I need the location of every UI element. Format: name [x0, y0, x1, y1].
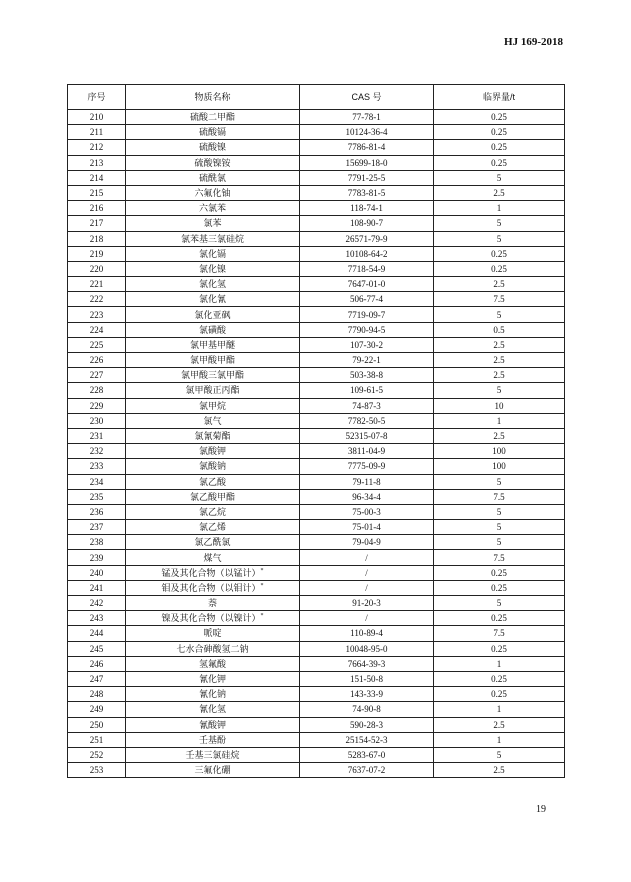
table-row — [68, 428, 565, 443]
row-threshold-quantity: 10 — [434, 398, 565, 413]
table-header-row — [68, 85, 565, 110]
row-substance-name: 氯化亚砜 — [126, 307, 300, 322]
table-row — [68, 337, 565, 352]
row-number: 235 — [68, 489, 126, 504]
row-number: 226 — [68, 353, 126, 368]
table-row — [68, 550, 565, 565]
row-number: 215 — [68, 185, 126, 200]
row-substance-name: 氯乙酸甲酯 — [126, 489, 300, 504]
row-cas-number: 7775-09-9 — [300, 459, 434, 474]
table-row — [68, 231, 565, 246]
document-code: HJ 169-2018 — [504, 36, 563, 48]
row-cas-number: 506-77-4 — [300, 292, 434, 307]
row-threshold-quantity: 5 — [434, 535, 565, 550]
row-number: 236 — [68, 504, 126, 519]
row-cas-number: 75-00-3 — [300, 504, 434, 519]
row-substance-name: 氰化钠 — [126, 687, 300, 702]
row-number: 248 — [68, 687, 126, 702]
row-cas-number: 107-30-2 — [300, 337, 434, 352]
row-threshold-quantity: 100 — [434, 459, 565, 474]
column-header-number: 序号 — [68, 85, 126, 110]
row-substance-name: 氯乙烷 — [126, 504, 300, 519]
row-cas-number: 118-74-1 — [300, 201, 434, 216]
table-row — [68, 322, 565, 337]
table-row — [68, 671, 565, 686]
row-threshold-quantity: 2.5 — [434, 763, 565, 778]
row-substance-name: 氯乙酰氯 — [126, 535, 300, 550]
table-row — [68, 155, 565, 170]
row-cas-number: 3811-04-9 — [300, 444, 434, 459]
table-row — [68, 277, 565, 292]
row-substance-name: 氯氰菊酯 — [126, 428, 300, 443]
row-substance-name: 氰化钾 — [126, 671, 300, 686]
row-substance-name: 氰酸钾 — [126, 717, 300, 732]
row-cas-number: 7783-81-5 — [300, 185, 434, 200]
table-body — [68, 110, 565, 778]
table-row — [68, 292, 565, 307]
row-cas-number: 110-89-4 — [300, 626, 434, 641]
row-substance-name: 壬基酚 — [126, 732, 300, 747]
row-cas-number: 503-38-8 — [300, 368, 434, 383]
row-substance-name: 七水合砷酸氢二钠 — [126, 641, 300, 656]
row-substance-name: 硫酸镍铵 — [126, 155, 300, 170]
row-threshold-quantity: 1 — [434, 702, 565, 717]
table-row — [68, 125, 565, 140]
row-threshold-quantity: 7.5 — [434, 292, 565, 307]
row-number: 213 — [68, 155, 126, 170]
row-substance-name: 哌啶 — [126, 626, 300, 641]
table-row — [68, 140, 565, 155]
row-threshold-quantity: 5 — [434, 520, 565, 535]
row-cas-number: 143-33-9 — [300, 687, 434, 702]
row-threshold-quantity: 2.5 — [434, 717, 565, 732]
table-row — [68, 398, 565, 413]
row-number: 243 — [68, 611, 126, 626]
row-substance-name: 氯甲基甲醚 — [126, 337, 300, 352]
row-cas-number: 10124-36-4 — [300, 125, 434, 140]
table-row — [68, 747, 565, 762]
row-cas-number: / — [300, 580, 434, 595]
row-number: 238 — [68, 535, 126, 550]
table-row — [68, 246, 565, 261]
table-row — [68, 641, 565, 656]
row-threshold-quantity: 5 — [434, 474, 565, 489]
row-substance-name: 氯气 — [126, 413, 300, 428]
hazardous-substance-table — [67, 84, 565, 778]
row-cas-number: 7790-94-5 — [300, 322, 434, 337]
row-number: 247 — [68, 671, 126, 686]
table-row — [68, 656, 565, 671]
row-cas-number: 74-87-3 — [300, 398, 434, 413]
row-cas-number: 590-28-3 — [300, 717, 434, 732]
row-number: 240 — [68, 565, 126, 580]
footnote-mark: * — [260, 582, 264, 589]
row-threshold-quantity: 2.5 — [434, 368, 565, 383]
row-substance-name: 镍及其化合物（以镍计）* — [126, 611, 300, 626]
row-threshold-quantity: 2.5 — [434, 277, 565, 292]
table-row — [68, 702, 565, 717]
table-row — [68, 185, 565, 200]
row-number: 227 — [68, 368, 126, 383]
footnote-mark: * — [260, 567, 264, 574]
row-threshold-quantity: 0.5 — [434, 322, 565, 337]
column-header-cas: CAS 号 — [300, 85, 434, 110]
row-cas-number: 91-20-3 — [300, 596, 434, 611]
row-substance-name: 六氯苯 — [126, 201, 300, 216]
row-cas-number: 7647-01-0 — [300, 277, 434, 292]
table-row — [68, 383, 565, 398]
row-threshold-quantity: 1 — [434, 413, 565, 428]
row-substance-name: 氯化镍 — [126, 261, 300, 276]
row-cas-number: 7718-54-9 — [300, 261, 434, 276]
row-threshold-quantity: 0.25 — [434, 125, 565, 140]
row-substance-name: 钼及其化合物（以钼计）* — [126, 580, 300, 595]
row-threshold-quantity: 2.5 — [434, 353, 565, 368]
row-number: 220 — [68, 261, 126, 276]
table-row — [68, 170, 565, 185]
column-header-threshold: 临界量/t — [434, 85, 565, 110]
row-substance-name: 氯甲酸正丙酯 — [126, 383, 300, 398]
row-substance-name: 氰化氢 — [126, 702, 300, 717]
table-row — [68, 489, 565, 504]
row-number: 212 — [68, 140, 126, 155]
table-row — [68, 565, 565, 580]
table-row — [68, 261, 565, 276]
row-number: 239 — [68, 550, 126, 565]
row-substance-name: 壬基三氯硅烷 — [126, 747, 300, 762]
row-threshold-quantity: 5 — [434, 747, 565, 762]
row-threshold-quantity: 0.25 — [434, 261, 565, 276]
table-row — [68, 596, 565, 611]
row-number: 214 — [68, 170, 126, 185]
row-threshold-quantity: 0.25 — [434, 565, 565, 580]
table-row — [68, 687, 565, 702]
row-number: 242 — [68, 596, 126, 611]
row-threshold-quantity: 0.25 — [434, 246, 565, 261]
row-threshold-quantity: 0.25 — [434, 671, 565, 686]
row-threshold-quantity: 2.5 — [434, 428, 565, 443]
row-number: 249 — [68, 702, 126, 717]
row-substance-name: 氯乙烯 — [126, 520, 300, 535]
row-number: 253 — [68, 763, 126, 778]
table-row — [68, 535, 565, 550]
row-cas-number: 15699-18-0 — [300, 155, 434, 170]
row-threshold-quantity: 5 — [434, 383, 565, 398]
row-cas-number: 7719-09-7 — [300, 307, 434, 322]
table-row — [68, 474, 565, 489]
row-threshold-quantity: 7.5 — [434, 626, 565, 641]
table-row — [68, 353, 565, 368]
footnote-mark: * — [260, 613, 264, 620]
row-cas-number: 75-01-4 — [300, 520, 434, 535]
table-row — [68, 520, 565, 535]
row-cas-number: / — [300, 565, 434, 580]
row-cas-number: 7664-39-3 — [300, 656, 434, 671]
row-cas-number: 7637-07-2 — [300, 763, 434, 778]
row-substance-name: 氢氟酸 — [126, 656, 300, 671]
row-number: 219 — [68, 246, 126, 261]
row-cas-number: 151-50-8 — [300, 671, 434, 686]
row-substance-name: 氯酸钾 — [126, 444, 300, 459]
row-cas-number: 96-34-4 — [300, 489, 434, 504]
row-threshold-quantity: 2.5 — [434, 337, 565, 352]
row-number: 250 — [68, 717, 126, 732]
row-number: 223 — [68, 307, 126, 322]
row-substance-name: 硫酸镍 — [126, 140, 300, 155]
row-number: 224 — [68, 322, 126, 337]
row-number: 244 — [68, 626, 126, 641]
row-number: 251 — [68, 732, 126, 747]
table-row — [68, 307, 565, 322]
row-cas-number: 79-22-1 — [300, 353, 434, 368]
row-number: 222 — [68, 292, 126, 307]
row-substance-name: 氯甲酸甲酯 — [126, 353, 300, 368]
row-substance-name: 氯酸钠 — [126, 459, 300, 474]
row-threshold-quantity: 5 — [434, 170, 565, 185]
row-substance-name: 氯甲酸三氯甲酯 — [126, 368, 300, 383]
column-header-substance-name: 物质名称 — [126, 85, 300, 110]
row-threshold-quantity: 0.25 — [434, 687, 565, 702]
row-threshold-quantity: 5 — [434, 596, 565, 611]
row-number: 210 — [68, 110, 126, 125]
table-row — [68, 580, 565, 595]
row-cas-number: 109-61-5 — [300, 383, 434, 398]
row-number: 232 — [68, 444, 126, 459]
row-number: 234 — [68, 474, 126, 489]
row-threshold-quantity: 0.25 — [434, 110, 565, 125]
row-threshold-quantity: 5 — [434, 231, 565, 246]
row-cas-number: / — [300, 611, 434, 626]
row-threshold-quantity: 0.25 — [434, 580, 565, 595]
table-row — [68, 368, 565, 383]
table-row — [68, 732, 565, 747]
row-cas-number: 79-04-9 — [300, 535, 434, 550]
row-number: 217 — [68, 216, 126, 231]
row-cas-number: 79-11-8 — [300, 474, 434, 489]
row-cas-number: 7782-50-5 — [300, 413, 434, 428]
row-number: 230 — [68, 413, 126, 428]
row-threshold-quantity: 0.25 — [434, 611, 565, 626]
row-threshold-quantity: 7.5 — [434, 489, 565, 504]
row-threshold-quantity: 0.25 — [434, 140, 565, 155]
row-substance-name: 氯化镉 — [126, 246, 300, 261]
table-row — [68, 611, 565, 626]
row-threshold-quantity: 5 — [434, 216, 565, 231]
row-threshold-quantity: 0.25 — [434, 641, 565, 656]
row-number: 225 — [68, 337, 126, 352]
table-row — [68, 504, 565, 519]
row-threshold-quantity: 7.5 — [434, 550, 565, 565]
row-threshold-quantity: 1 — [434, 201, 565, 216]
row-substance-name: 氯苯 — [126, 216, 300, 231]
row-substance-name: 氯化氰 — [126, 292, 300, 307]
row-number: 216 — [68, 201, 126, 216]
row-cas-number: 10108-64-2 — [300, 246, 434, 261]
row-threshold-quantity: 2.5 — [434, 185, 565, 200]
table-row — [68, 413, 565, 428]
row-substance-name: 萘 — [126, 596, 300, 611]
row-threshold-quantity: 5 — [434, 307, 565, 322]
row-substance-name: 六氟化铀 — [126, 185, 300, 200]
row-cas-number: 10048-95-0 — [300, 641, 434, 656]
row-number: 246 — [68, 656, 126, 671]
row-cas-number: / — [300, 550, 434, 565]
row-number: 233 — [68, 459, 126, 474]
table-row — [68, 216, 565, 231]
row-number: 241 — [68, 580, 126, 595]
row-number: 231 — [68, 428, 126, 443]
row-substance-name: 氯乙酸 — [126, 474, 300, 489]
row-substance-name: 三氟化硼 — [126, 763, 300, 778]
row-substance-name: 硫酰氯 — [126, 170, 300, 185]
row-cas-number: 7786-81-4 — [300, 140, 434, 155]
row-number: 228 — [68, 383, 126, 398]
row-cas-number: 5283-67-0 — [300, 747, 434, 762]
table-row — [68, 459, 565, 474]
row-threshold-quantity: 5 — [434, 504, 565, 519]
row-threshold-quantity: 0.25 — [434, 155, 565, 170]
table-row — [68, 201, 565, 216]
table-row — [68, 763, 565, 778]
row-substance-name: 氯甲烷 — [126, 398, 300, 413]
row-substance-name: 氯化氢 — [126, 277, 300, 292]
row-number: 211 — [68, 125, 126, 140]
row-substance-name: 煤气 — [126, 550, 300, 565]
row-threshold-quantity: 100 — [434, 444, 565, 459]
table-row — [68, 717, 565, 732]
row-cas-number: 7791-25-5 — [300, 170, 434, 185]
row-cas-number: 26571-79-9 — [300, 231, 434, 246]
row-cas-number: 77-78-1 — [300, 110, 434, 125]
row-substance-name: 氯磺酸 — [126, 322, 300, 337]
table-row — [68, 626, 565, 641]
row-threshold-quantity: 1 — [434, 656, 565, 671]
row-substance-name: 硫酸二甲酯 — [126, 110, 300, 125]
row-substance-name: 锰及其化合物（以锰计）* — [126, 565, 300, 580]
row-cas-number: 108-90-7 — [300, 216, 434, 231]
row-number: 252 — [68, 747, 126, 762]
row-cas-number: 52315-07-8 — [300, 428, 434, 443]
page-number: 19 — [536, 804, 546, 815]
row-number: 221 — [68, 277, 126, 292]
row-number: 229 — [68, 398, 126, 413]
row-number: 245 — [68, 641, 126, 656]
row-threshold-quantity: 1 — [434, 732, 565, 747]
row-substance-name: 氯苯基三氯硅烷 — [126, 231, 300, 246]
table-row — [68, 444, 565, 459]
row-cas-number: 25154-52-3 — [300, 732, 434, 747]
row-cas-number: 74-90-8 — [300, 702, 434, 717]
row-number: 218 — [68, 231, 126, 246]
table-row — [68, 110, 565, 125]
row-number: 237 — [68, 520, 126, 535]
row-substance-name: 硫酸镉 — [126, 125, 300, 140]
